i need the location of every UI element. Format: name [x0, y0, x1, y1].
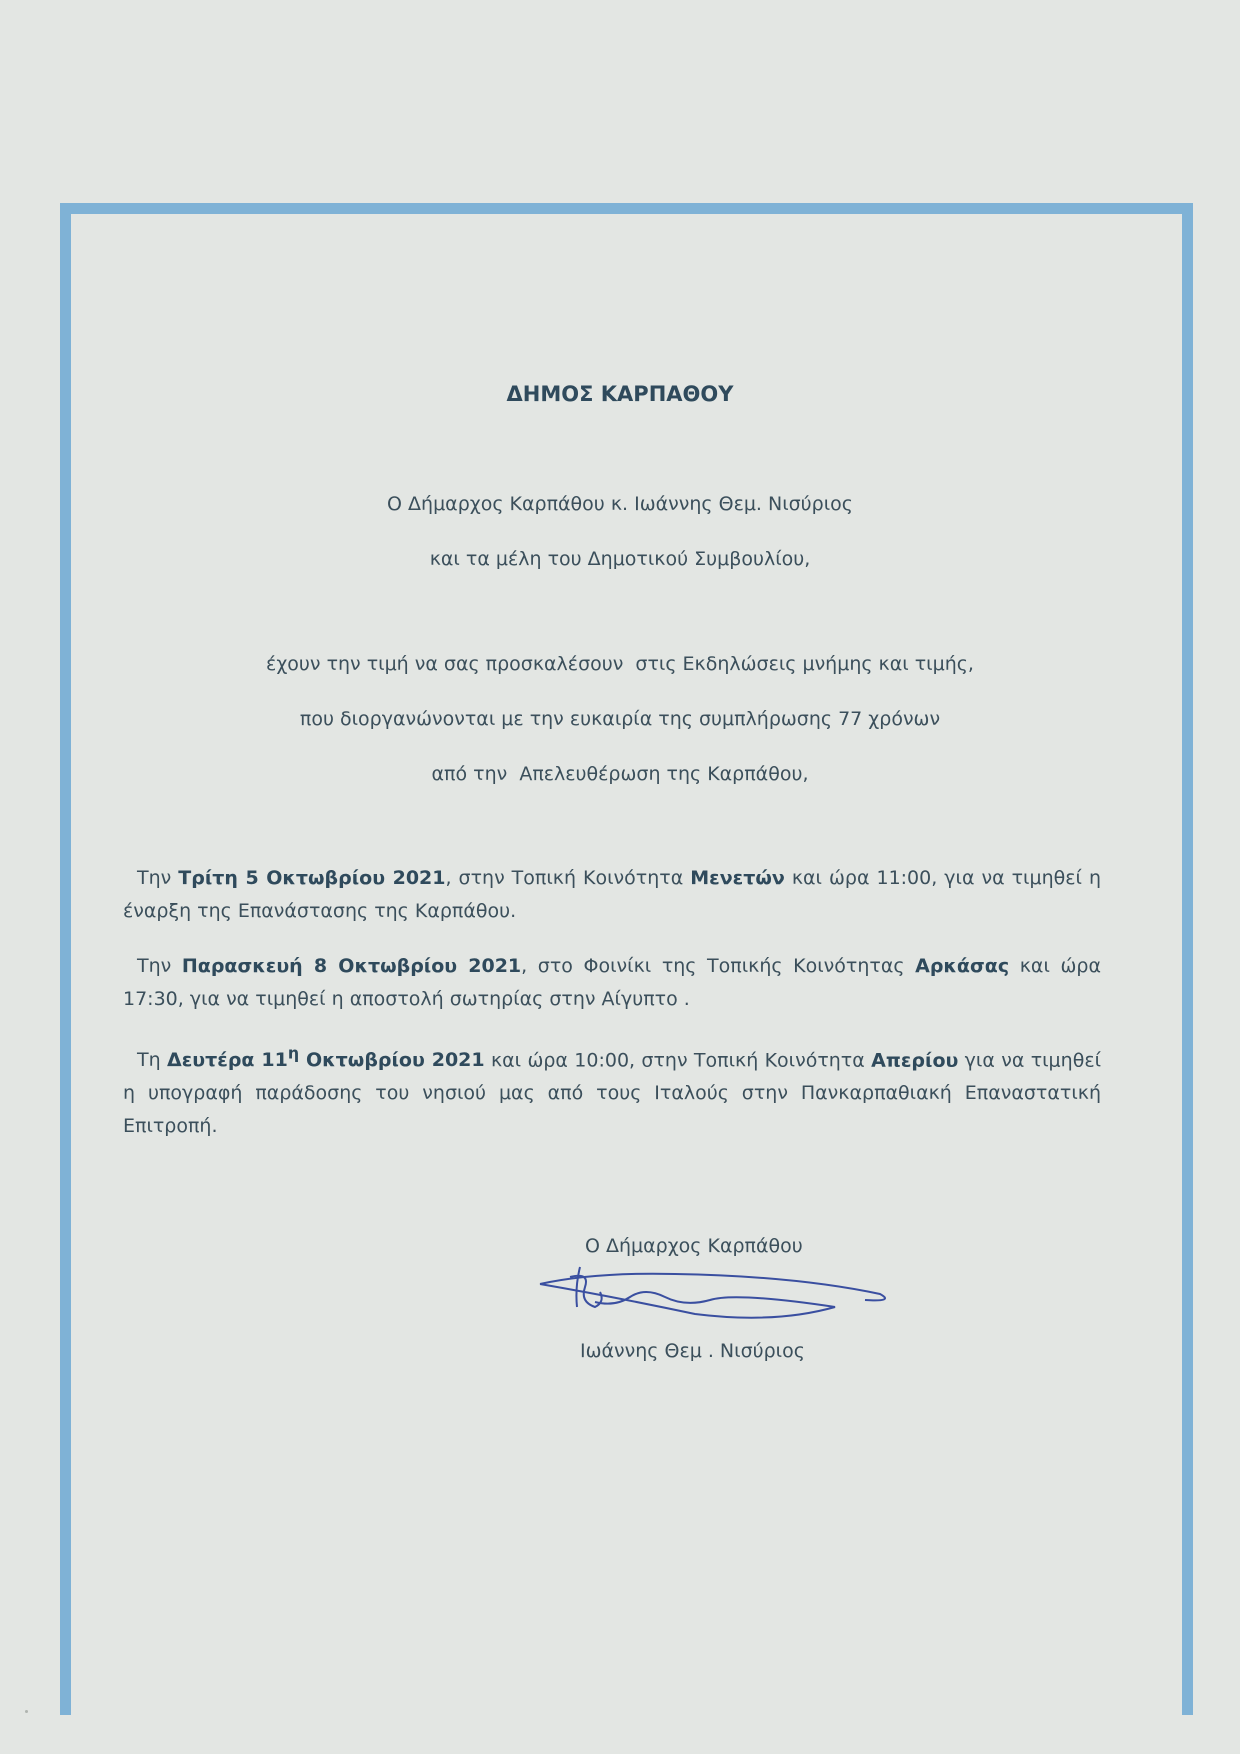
intro-line-1: Ο Δήμαρχος Καρπάθου κ. Ιωάννης Θεμ. Νισύριος [387, 493, 853, 515]
event-paragraph-2: Την Παρασκευή 8 Οκτωβρίου 2021, στο Φοινίκι της Τοπικής Κοινότητας Αρκάσας και ώρα 17:30, για να τιμηθεί η αποστολή σωτηρίας στην Αίγυπτο . [123, 955, 1101, 1010]
document-title: ΔΗΜΟΣ ΚΑΡΠΑΘΟΥ [506, 382, 734, 406]
intro-line-3: έχουν την τιμή να σας προσκαλέσουν στις Εκδηλώσεις μνήμης και τιμής, [266, 653, 974, 675]
event-1-place: Μενετών [690, 867, 785, 889]
signature-name: Ιωάννης Θεμ . Νισύριος [580, 1340, 805, 1362]
event-2-date: Παρασκευή 8 Οκτωβρίου 2021 [181, 955, 522, 977]
event-1-date: Τρίτη 5 Οκτωβρίου 2021 [178, 867, 446, 889]
intro-line-2: και τα μέλη του Δημοτικού Συμβουλίου, [429, 548, 811, 570]
event-2-place: Αρκάσας [915, 955, 1010, 977]
event-3-place: Απερίου [871, 1049, 959, 1072]
event-paragraph-3: Τη Δευτέρα $11^\eta$ Οκτωβρίου 2021 και ώρα 10:00, στην Τοπική Κοινότητα Απερίου για να τιμηθεί η υπογραφή παράδοσης του νησιού μας από τους Ιταλούς στην Πανκαρπαθιακή Επαναστατική Επιτροπή. [123, 1044, 1102, 1138]
intro-line-5: από την Απελευθέρωση της Καρπάθου, [431, 763, 809, 785]
scan-speck [25, 1710, 28, 1713]
intro-line-4: που διοργανώνονται με την ευκαιρία της συμπλήρωσης 77 χρόνων [299, 708, 941, 730]
signature-role: Ο Δήμαρχος Καρπάθου [585, 1235, 803, 1257]
signature-icon [535, 1262, 895, 1342]
event-paragraph-1: Την Τρίτη 5 Οκτωβρίου 2021, στην Τοπική Κοινότητα Μενετών και ώρα 11:00, για να τιμηθεί η έναρξη της Επανάστασης της Καρπάθου. [123, 867, 1101, 922]
event-3-date: Δευτέρα $11^\eta$ Οκτωβρίου 2021 [167, 1044, 485, 1072]
